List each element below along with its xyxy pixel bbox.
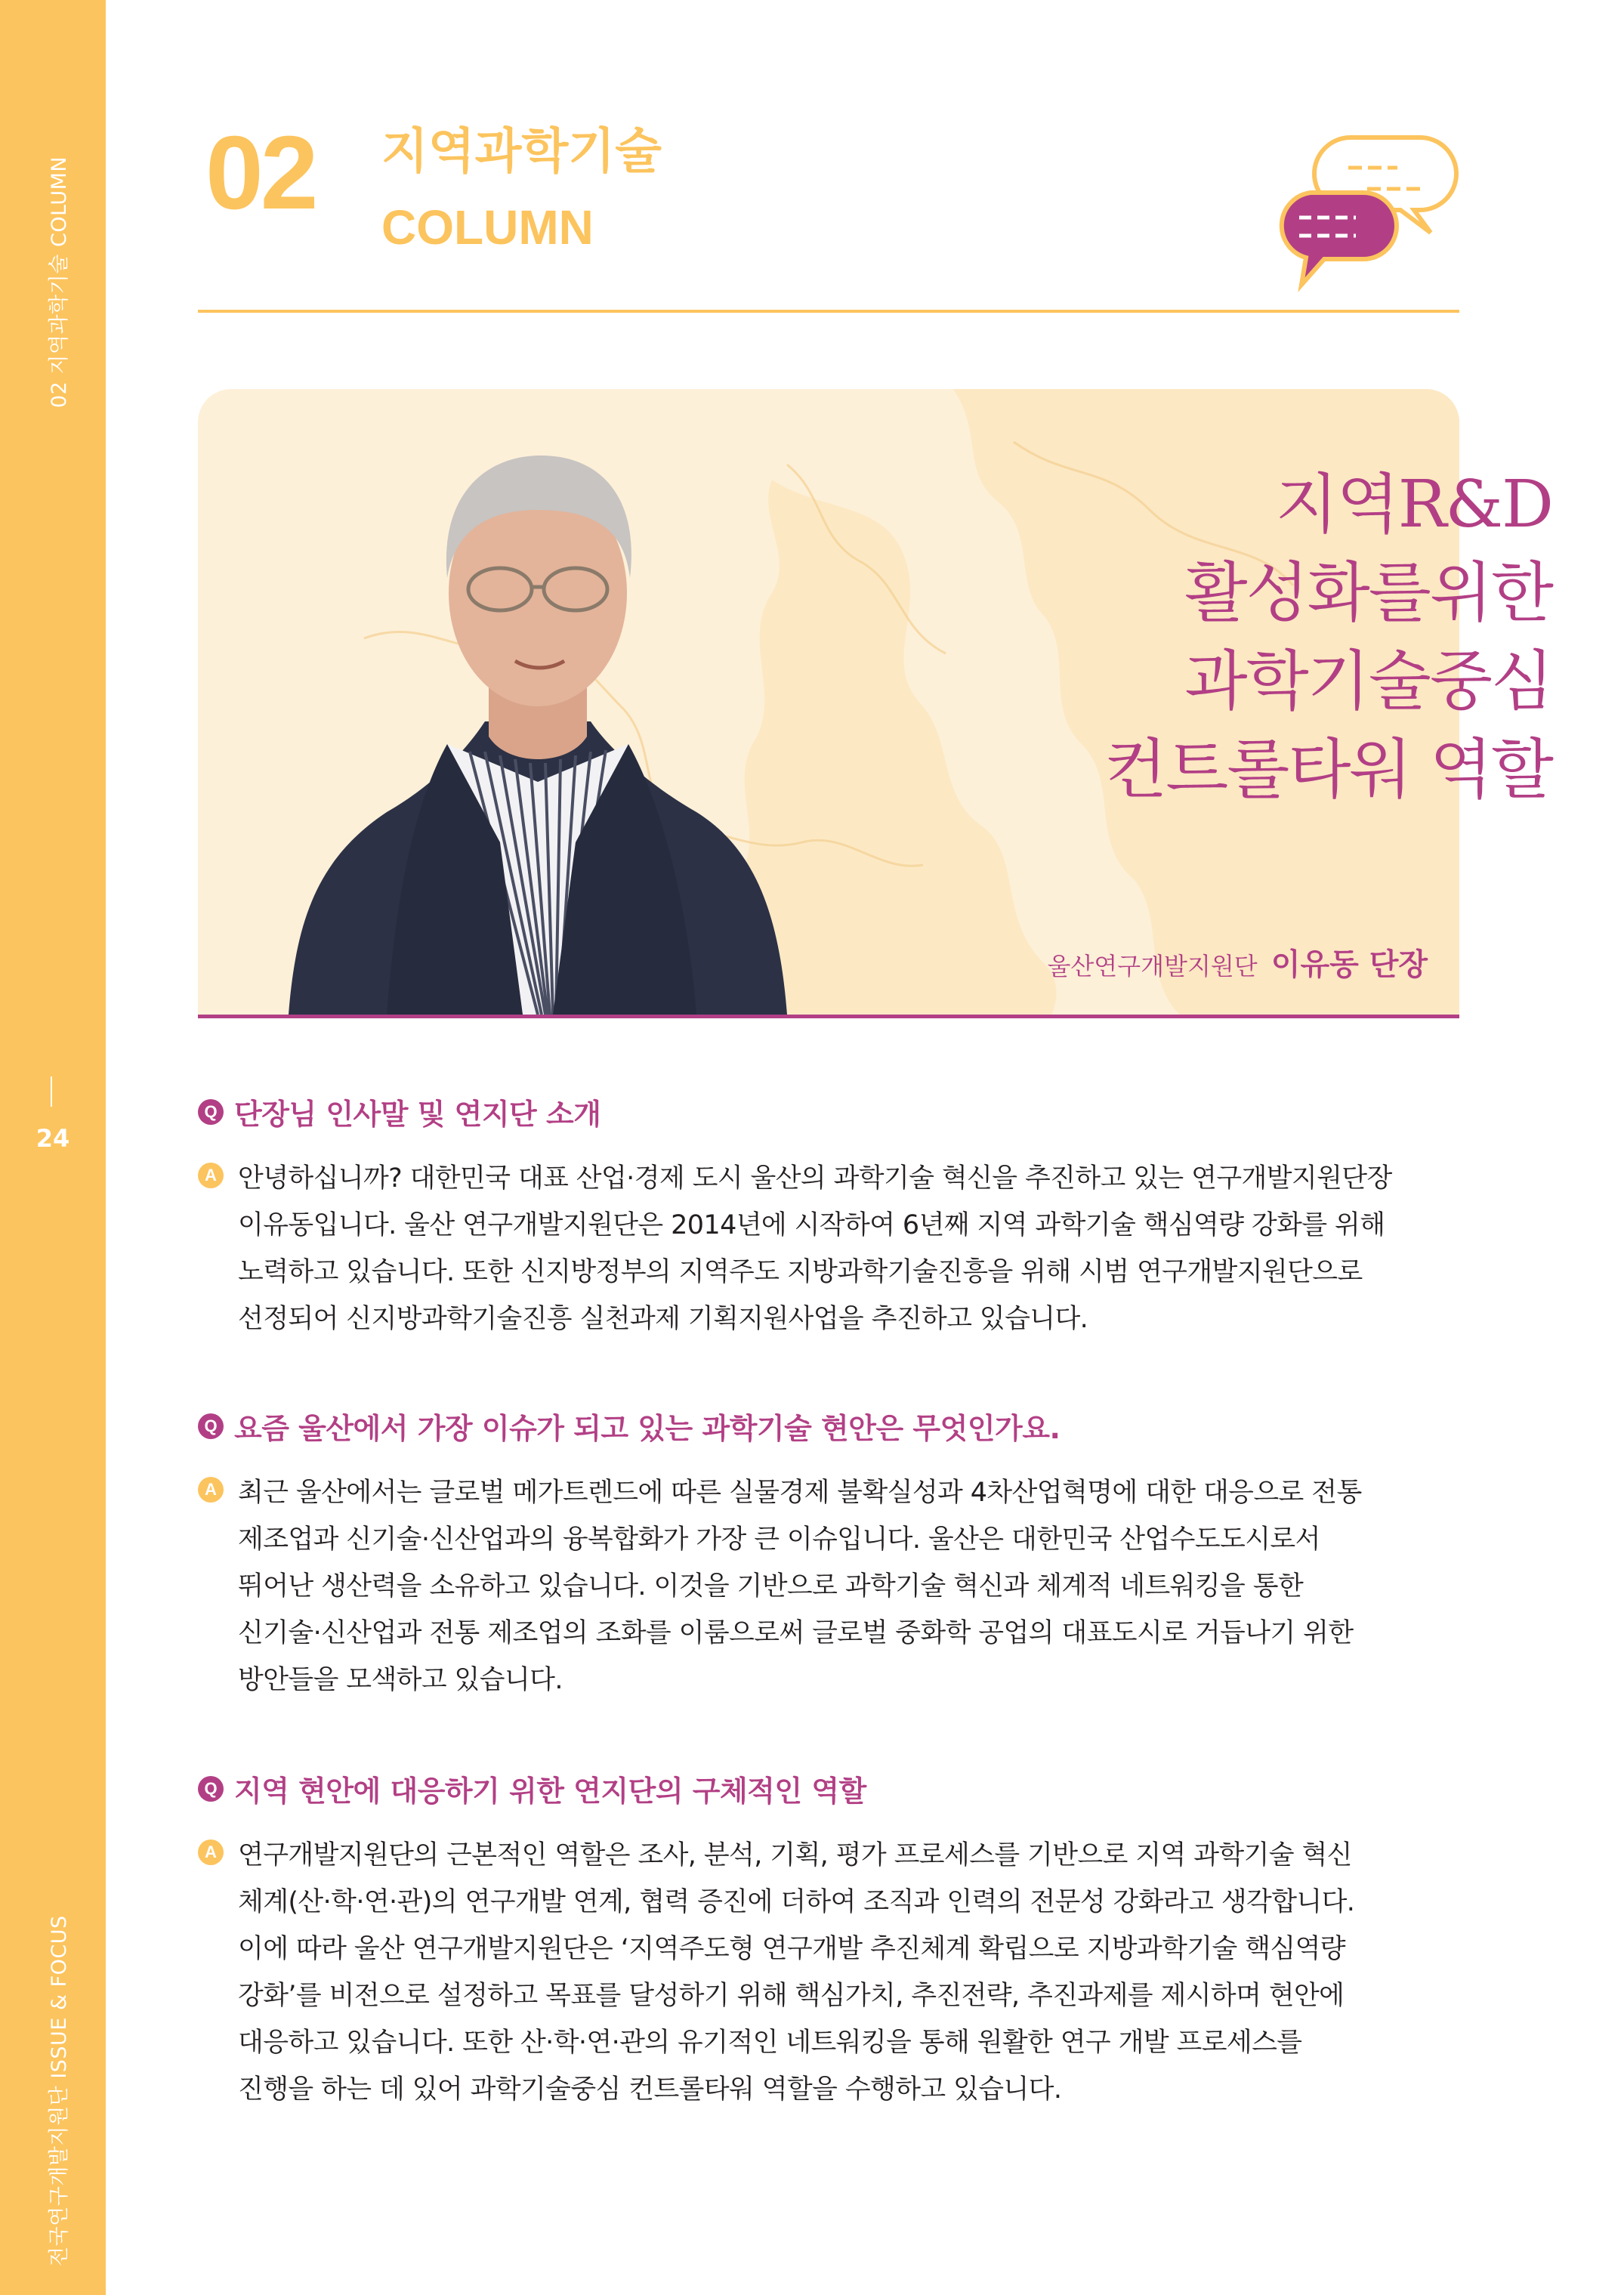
question-badge: Q (198, 1413, 224, 1439)
page-number-tick (51, 1076, 52, 1107)
answer-line: 대응하고 있습니다. 또한 산·학·연·관의 유기적인 네트워킹을 통해 원활한 연구 개발 프로세스를 (238, 2028, 1302, 2058)
question-text: 지역 현안에 대응하기 위한 연지단의 구체적인 역할 (234, 1775, 866, 1808)
answer-line: 이에 따라 울산 연구개발지원단은 ‘지역주도형 연구개발 추진체계 확립으로 지방과학기술 핵심역량 (238, 1934, 1345, 1964)
answer-line: 방안들을 모색하고 있습니다. (238, 1665, 563, 1695)
hero-title-line: 활성화를위한 (1184, 554, 1552, 631)
question-badge: Q (198, 1099, 224, 1125)
section-number: 02 (205, 115, 316, 231)
author-byline (1047, 941, 1428, 984)
answer-line: 체계(산·학·연·관)의 연구개발 연계, 협력 증진에 더하여 조직과 인력의 전문성 강화라고 생각합니다. (238, 1887, 1355, 1917)
answer-badge: A (198, 1163, 224, 1188)
question-badge: Q (198, 1776, 224, 1802)
hero-title-line: 과학기술중심 (1184, 643, 1552, 719)
answer-line: 강화’를 비전으로 설정하고 목표를 달성하기 위해 핵심가치, 추진전략, 추진과제를 제시하며 현안에 (238, 1981, 1345, 2011)
answer-text (238, 1155, 1474, 1342)
sidebar-publication-label: 전국연구개발지원단 ISSUE & FOCUS (48, 1915, 71, 2266)
answer-line: 진행을 하는 데 있어 과학기술중심 컨트롤타워 역할을 수행하고 있습니다. (238, 2074, 1062, 2105)
hero-title (1104, 461, 1552, 814)
answer-line: 선정되어 신지방과학기술진흥 실천과제 기획지원사업을 추진하고 있습니다. (238, 1304, 1088, 1334)
answer-line: 이유동입니다. 울산 연구개발지원단은 2014년에 시작하여 6년째 지역 과학기술 핵심역량 강화를 위해 (238, 1210, 1385, 1240)
answer-text (238, 1832, 1474, 2113)
speech-bubbles-icon (1269, 128, 1465, 295)
author-name: 이유동 단장 (1270, 947, 1428, 982)
portrait-photo (289, 456, 787, 1015)
page-number: 24 (36, 1124, 70, 1153)
answer-line: 최근 울산에서는 글로벌 메가트렌드에 따른 실물경제 불확실성과 4차산업혁명에 대한 대응으로 전통 (238, 1478, 1362, 1508)
question-text: 요즘 울산에서 가장 이슈가 되고 있는 과학기술 현안은 무엇인가요. (234, 1412, 1061, 1445)
answer-line: 연구개발지원단의 근본적인 역할은 조사, 분석, 기획, 평가 프로세스를 기반으로 지역 과학기술 혁신 (238, 1840, 1352, 1870)
answer-text (238, 1469, 1474, 1703)
answer-line: 노력하고 있습니다. 또한 신지방정부의 지역주도 지방과학기술진흥을 위해 시범 연구개발지원단으로 (238, 1257, 1363, 1287)
answer-line: 신기술·신산업과 전통 제조업의 조화를 이룸으로써 글로벌 중화학 공업의 대표도시로 거듭나기 위한 (238, 1618, 1354, 1648)
header-rule (198, 310, 1459, 313)
hero-title-line: 컨트롤타워 역할 (1104, 731, 1552, 808)
section-subtitle: COLUMN (381, 200, 594, 255)
answer-badge: A (198, 1477, 224, 1503)
answer-badge: A (198, 1839, 224, 1865)
answer-line: 안녕하십니까? 대한민국 대표 산업·경제 도시 울산의 과학기술 혁신을 추진하고 있는 연구개발지원단장 (238, 1163, 1392, 1194)
qa-item (198, 1768, 1474, 2113)
answer-line: 뛰어난 생산력을 소유하고 있습니다. 이것을 기반으로 과학기술 혁신과 체계적 네트워킹을 통한 (238, 1571, 1304, 1602)
section-title: 지역과학기술 (381, 124, 662, 180)
sidebar-section-label: 02 지역과학기술 COLUMN (48, 156, 71, 408)
qa-item (198, 1091, 1474, 1342)
hero-title-line: 지역R&D (1275, 467, 1552, 542)
hero-rule (198, 1015, 1459, 1018)
qa-item (198, 1405, 1474, 1703)
question-text: 단장님 인사말 및 연지단 소개 (234, 1098, 601, 1131)
answer-line: 제조업과 신기술·신산업과의 융복합화가 가장 큰 이슈입니다. 울산은 대한민국 산업수도도시로서 (238, 1524, 1320, 1555)
author-organization: 울산연구개발지원단 (1047, 952, 1258, 981)
